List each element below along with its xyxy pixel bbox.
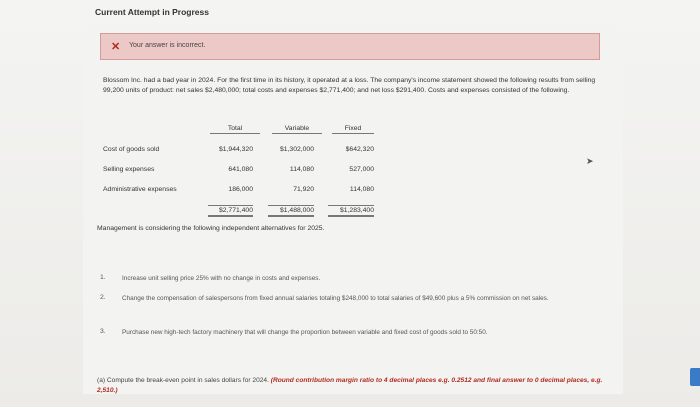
- cell-total: $1,944,320: [218, 146, 253, 153]
- alternative-text: Purchase new high-tech factory machinery that will change the proportion between variable and fixed cost of goods sold to 50:50.: [122, 329, 488, 336]
- header-variable: Variable: [272, 125, 322, 134]
- question-prompt: (a) Compute the break-even point in sales dollars for 2024.: [97, 377, 269, 384]
- cell-fixed: 527,000: [349, 166, 374, 173]
- problem-statement: Blossom Inc. had a bad year in 2024. For the first time in its history, it operated at a loss. The company's income statement showed the following results from selling 99,200 units of product: net sales $2,480,000; total costs and expenses $2,771,400; and net loss $291,400. Costs and expenses consisted of the following.: [103, 77, 596, 94]
- row-label: Cost of goods sold: [103, 146, 160, 153]
- cell-variable: 71,920: [293, 186, 314, 193]
- cell-variable: $1,302,000: [279, 146, 314, 153]
- header-total: Total: [210, 125, 260, 134]
- total-total: $2,771,400: [208, 205, 253, 217]
- total-fixed: $1,283,400: [328, 205, 374, 217]
- cell-variable: 114,080: [289, 166, 314, 173]
- row-label: Administrative expenses: [103, 186, 177, 193]
- page-title: Current Attempt in Progress: [95, 7, 209, 17]
- close-icon: ✕: [111, 41, 121, 53]
- question-a: [97, 376, 617, 396]
- total-variable: $1,488,000: [268, 205, 314, 217]
- side-tab[interactable]: [690, 368, 700, 386]
- cell-total: 186,000: [228, 186, 253, 193]
- cell-fixed: 114,080: [349, 186, 374, 193]
- row-label: Selling expenses: [103, 166, 155, 173]
- alternative-number: 2.: [100, 294, 106, 301]
- question-instruction: (Round contribution margin ratio to 4 decimal places e.g. 0.2512 and final answer to 0 decimal places, e.g. 2,510.): [97, 377, 603, 394]
- cell-fixed: $642,320: [345, 146, 374, 153]
- management-intro: Management is considering the following independent alternatives for 2025.: [97, 225, 325, 232]
- alternative-text: Change the compensation of salespersons from fixed annual salaries totaling $248,000 to total salaries of $49,600 plus a 5% commission on net sales.: [122, 295, 549, 302]
- alternative-number: 3.: [100, 328, 106, 335]
- alternative-text: Increase unit selling price 25% with no change in costs and expenses.: [122, 275, 321, 282]
- error-banner: [100, 33, 600, 60]
- cell-total: 641,080: [228, 166, 253, 173]
- cursor-icon: ➤: [586, 156, 594, 166]
- header-fixed: Fixed: [332, 125, 374, 134]
- alternative-number: 1.: [100, 274, 106, 281]
- error-message: Your answer is incorrect.: [129, 42, 206, 49]
